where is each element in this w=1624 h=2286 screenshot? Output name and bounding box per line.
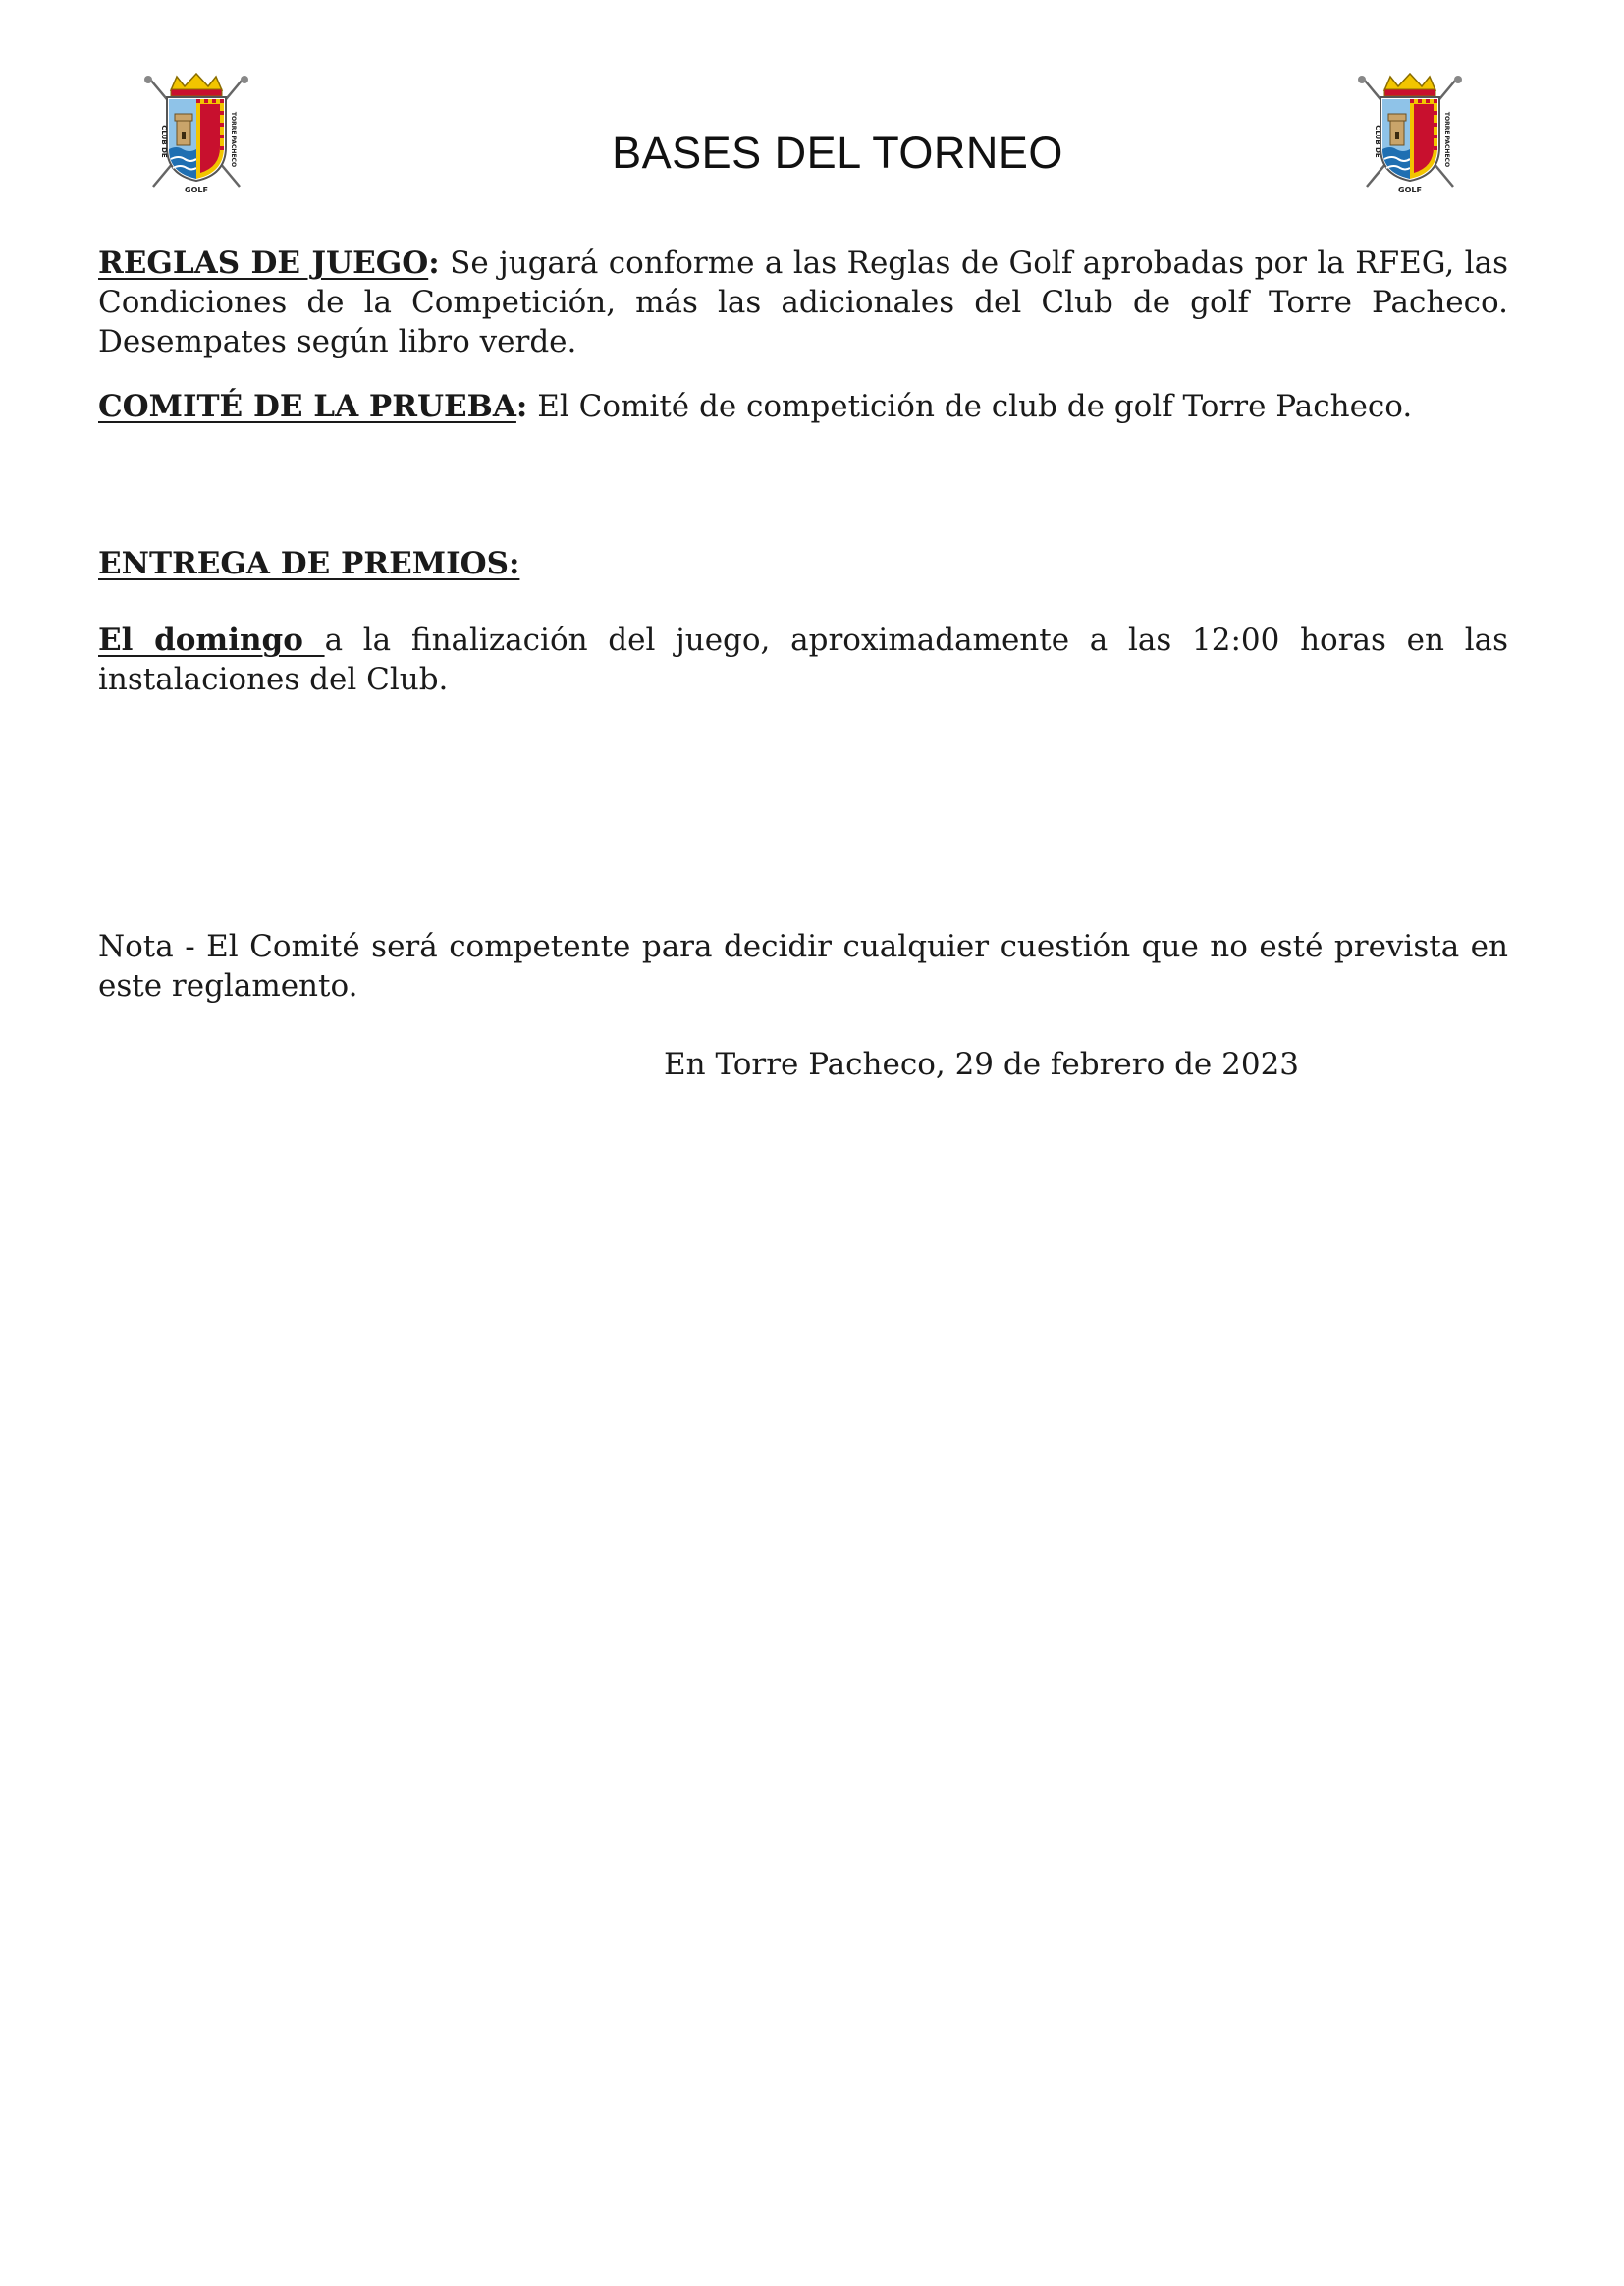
logo-text-torre-pacheco: TORRE PACHECO (1443, 111, 1450, 168)
logo-text-torre-pacheco: TORRE PACHECO (230, 111, 237, 168)
logo-text-golf: GOLF (1398, 186, 1422, 194)
prizes-heading (98, 544, 1508, 583)
place-date-signature: En Torre Pacheco, 29 de febrero de 2023 (664, 1047, 1300, 1082)
prizes-lead: El domingo (98, 623, 325, 658)
note-paragraph: Nota - El Comité será competente para decidir cualquier cuestión que no esté prevista en este reglamento. (98, 929, 1508, 1004)
committee-text: El Comité de competición de club de golf Torre Pacheco. (527, 389, 1413, 424)
document-title-text: BASES DEL TORNEO (612, 128, 1063, 178)
rules-label: REGLAS DE JUEGO (98, 245, 429, 281)
logo-text-club-de: CLUB DE (1374, 125, 1381, 158)
prizes-paragraph (98, 621, 1508, 699)
rules-text: Se jugará conforme a las Reglas de Golf aprobadas por la RFEG, las Condiciones de la Competición, más las adicionales del Club de golf Torre Pacheco. Desempates según libro verde. (98, 245, 1508, 359)
committee-label: COMITÉ DE LA PRUEBA (98, 389, 516, 424)
prizes-text: a la finalización del juego, aproximadamente a las 12:00 horas en las instalaciones del Club. (98, 623, 1508, 697)
committee-paragraph: COMITÉ DE LA PRUEBA: El Comité de competición de club de golf Torre Pacheco. (98, 389, 1413, 424)
logo-text-golf: GOLF (185, 186, 208, 194)
logo-text-club-de: CLUB DE (160, 125, 168, 158)
rules-paragraph: REGLAS DE JUEGO: Se jugará conforme a las Reglas de Golf aprobadas por la RFEG, las Condiciones de la Competición, más las adicionales del Club de golf Torre Pacheco. Desempates según libro verde. (98, 245, 1508, 359)
document-title (0, 128, 1624, 179)
prizes-heading-text: ENTREGA DE PREMIOS: (98, 546, 520, 581)
